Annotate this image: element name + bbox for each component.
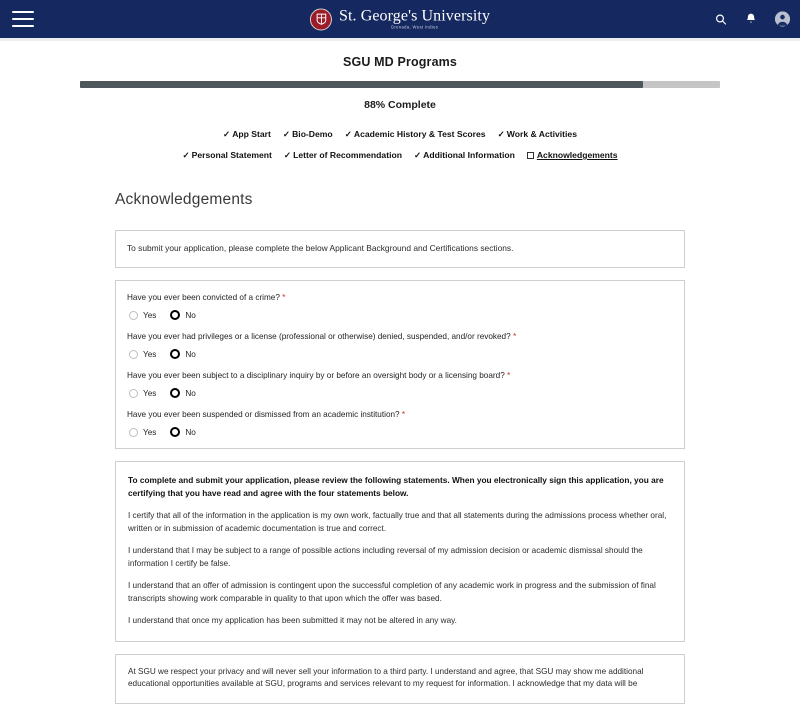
certification-statement: I certify that all of the information in the application is my own work, factually true and that all statements during the admissions process whether oral, written or in submission of academic documentation is true and correct. bbox=[128, 511, 667, 533]
question-block bbox=[127, 331, 673, 359]
question-text bbox=[127, 292, 673, 304]
step-label: Letter of Recommendation bbox=[293, 150, 402, 160]
page-title: Acknowledgements bbox=[115, 191, 253, 208]
radio-option-yes[interactable] bbox=[129, 311, 156, 320]
check-icon: ✓ bbox=[282, 129, 291, 139]
radio-option-label: No bbox=[185, 349, 196, 359]
radio-selected-icon[interactable] bbox=[170, 427, 180, 437]
step-personal-statement[interactable] bbox=[182, 146, 271, 165]
step-additional-information[interactable] bbox=[414, 146, 515, 165]
question-text bbox=[127, 370, 673, 382]
check-icon: ✓ bbox=[497, 129, 505, 139]
radio-group bbox=[127, 388, 673, 398]
search-icon[interactable] bbox=[715, 13, 727, 25]
certifications-heading: To complete and submit your application, please review the following statements. When you electronically sign this application, you are certifying that you have read and agree with the four statements below. bbox=[128, 475, 664, 498]
step-acknowledgements[interactable] bbox=[527, 146, 618, 165]
brand-name: St. George's University bbox=[338, 7, 491, 25]
step-label: Bio-Demo bbox=[292, 129, 333, 139]
unchecked-box-icon bbox=[527, 152, 534, 159]
bell-icon[interactable] bbox=[745, 13, 757, 26]
certification-statements bbox=[128, 510, 672, 628]
progress-percent-label: 88% Complete bbox=[364, 99, 436, 111]
progress-bar-fill bbox=[80, 81, 643, 88]
radio-option-label: No bbox=[185, 427, 196, 437]
radio-option-no[interactable] bbox=[170, 388, 195, 398]
step-label: App Start bbox=[232, 129, 271, 139]
step-label: Work & Activities bbox=[506, 129, 577, 139]
radio-option-yes[interactable] bbox=[129, 350, 156, 359]
brand-tagline: Grenada, West Indies bbox=[390, 24, 439, 30]
radio-group bbox=[127, 349, 673, 359]
required-marker: * bbox=[279, 293, 286, 302]
step-label: Acknowledgements bbox=[536, 150, 618, 160]
radio-option-label: No bbox=[185, 310, 196, 320]
required-marker: * bbox=[510, 332, 517, 341]
steps-row-2 bbox=[0, 144, 800, 165]
step-label: Personal Statement bbox=[191, 150, 272, 160]
question-text bbox=[127, 409, 673, 421]
step-bio-demo[interactable] bbox=[283, 125, 333, 144]
check-icon: ✓ bbox=[344, 129, 352, 139]
radio-option-label: Yes bbox=[143, 388, 157, 398]
radio-unselected-icon[interactable] bbox=[129, 350, 138, 359]
radio-option-label: Yes bbox=[143, 349, 157, 359]
application-progress-bar bbox=[80, 81, 720, 88]
required-marker: * bbox=[504, 371, 511, 380]
question-label: Have you ever had privileges or a license (professional or otherwise) denied, suspended, and/or revoked? bbox=[127, 332, 511, 341]
radio-option-label: Yes bbox=[143, 427, 157, 437]
check-icon: ✓ bbox=[223, 129, 231, 139]
certifications-card bbox=[115, 461, 685, 642]
top-bar-actions bbox=[715, 12, 790, 27]
step-letter-of-recommendation[interactable] bbox=[284, 146, 402, 165]
radio-option-label: No bbox=[185, 388, 196, 398]
check-icon: ✓ bbox=[283, 150, 292, 160]
privacy-card bbox=[115, 654, 685, 704]
check-icon: ✓ bbox=[182, 150, 190, 160]
radio-selected-icon[interactable] bbox=[170, 388, 180, 398]
radio-option-no[interactable] bbox=[170, 349, 195, 359]
user-avatar-icon[interactable] bbox=[775, 12, 790, 27]
certification-statement: I understand that I may be subject to a range of possible actions including reversal of my admission decision or academic dismissal should the information I certify be false. bbox=[128, 546, 643, 568]
question-label: Have you ever been suspended or dismissed from an academic institution? bbox=[127, 410, 400, 419]
application-steps bbox=[0, 123, 800, 165]
question-label: Have you ever been convicted of a crime? bbox=[127, 293, 280, 302]
university-crest-icon bbox=[310, 8, 332, 30]
radio-option-no[interactable] bbox=[170, 427, 195, 437]
check-icon: ✓ bbox=[413, 150, 422, 160]
top-navigation-bar bbox=[0, 0, 800, 38]
radio-group bbox=[127, 427, 673, 437]
question-label: Have you ever been subject to a disciplinary inquiry by or before an oversight body or a licensing board? bbox=[127, 371, 505, 380]
intro-text: To submit your application, please complete the below Applicant Background and Certifications sections. bbox=[127, 243, 514, 253]
radio-unselected-icon[interactable] bbox=[129, 428, 138, 437]
steps-row-1 bbox=[0, 123, 800, 144]
radio-option-yes[interactable] bbox=[129, 428, 156, 437]
radio-option-no[interactable] bbox=[170, 310, 195, 320]
required-marker: * bbox=[399, 410, 406, 419]
brand-logo[interactable] bbox=[310, 8, 490, 31]
hamburger-menu-icon[interactable] bbox=[12, 11, 34, 27]
privacy-text: At SGU we respect your privacy and will never sell your information to a third party. I understand and agree, that SGU may show me additional educational opportunities available at SGU, programs and services relevant to my request for information. I acknowledge that my data will be bbox=[128, 666, 644, 688]
question-block bbox=[127, 292, 673, 320]
step-work-activities[interactable] bbox=[498, 125, 577, 144]
radio-group bbox=[127, 310, 673, 320]
radio-unselected-icon[interactable] bbox=[129, 389, 138, 398]
step-label: Additional Information bbox=[423, 150, 515, 160]
radio-selected-icon[interactable] bbox=[170, 349, 180, 359]
step-academic-history-test-scores[interactable] bbox=[345, 125, 486, 144]
certification-statement: I understand that once my application has been submitted it may not be altered in any way. bbox=[128, 616, 457, 625]
radio-option-label: Yes bbox=[143, 310, 157, 320]
page-content bbox=[0, 191, 800, 704]
certification-statement: I understand that an offer of admission is contingent upon the successful completion of any academic work in progress and the submission of final transcripts showing work comparable in quality to that upon which the offer was based. bbox=[128, 581, 656, 603]
question-block bbox=[127, 409, 673, 437]
radio-selected-icon[interactable] bbox=[170, 310, 180, 320]
step-app-start[interactable] bbox=[223, 125, 271, 144]
radio-unselected-icon[interactable] bbox=[129, 311, 138, 320]
intro-card bbox=[115, 230, 685, 268]
applicant-background-questions bbox=[115, 280, 685, 449]
question-block bbox=[127, 370, 673, 398]
program-title: SGU MD Programs bbox=[342, 55, 458, 69]
step-label: Academic History & Test Scores bbox=[353, 129, 486, 139]
radio-option-yes[interactable] bbox=[129, 389, 156, 398]
question-text bbox=[127, 331, 673, 343]
